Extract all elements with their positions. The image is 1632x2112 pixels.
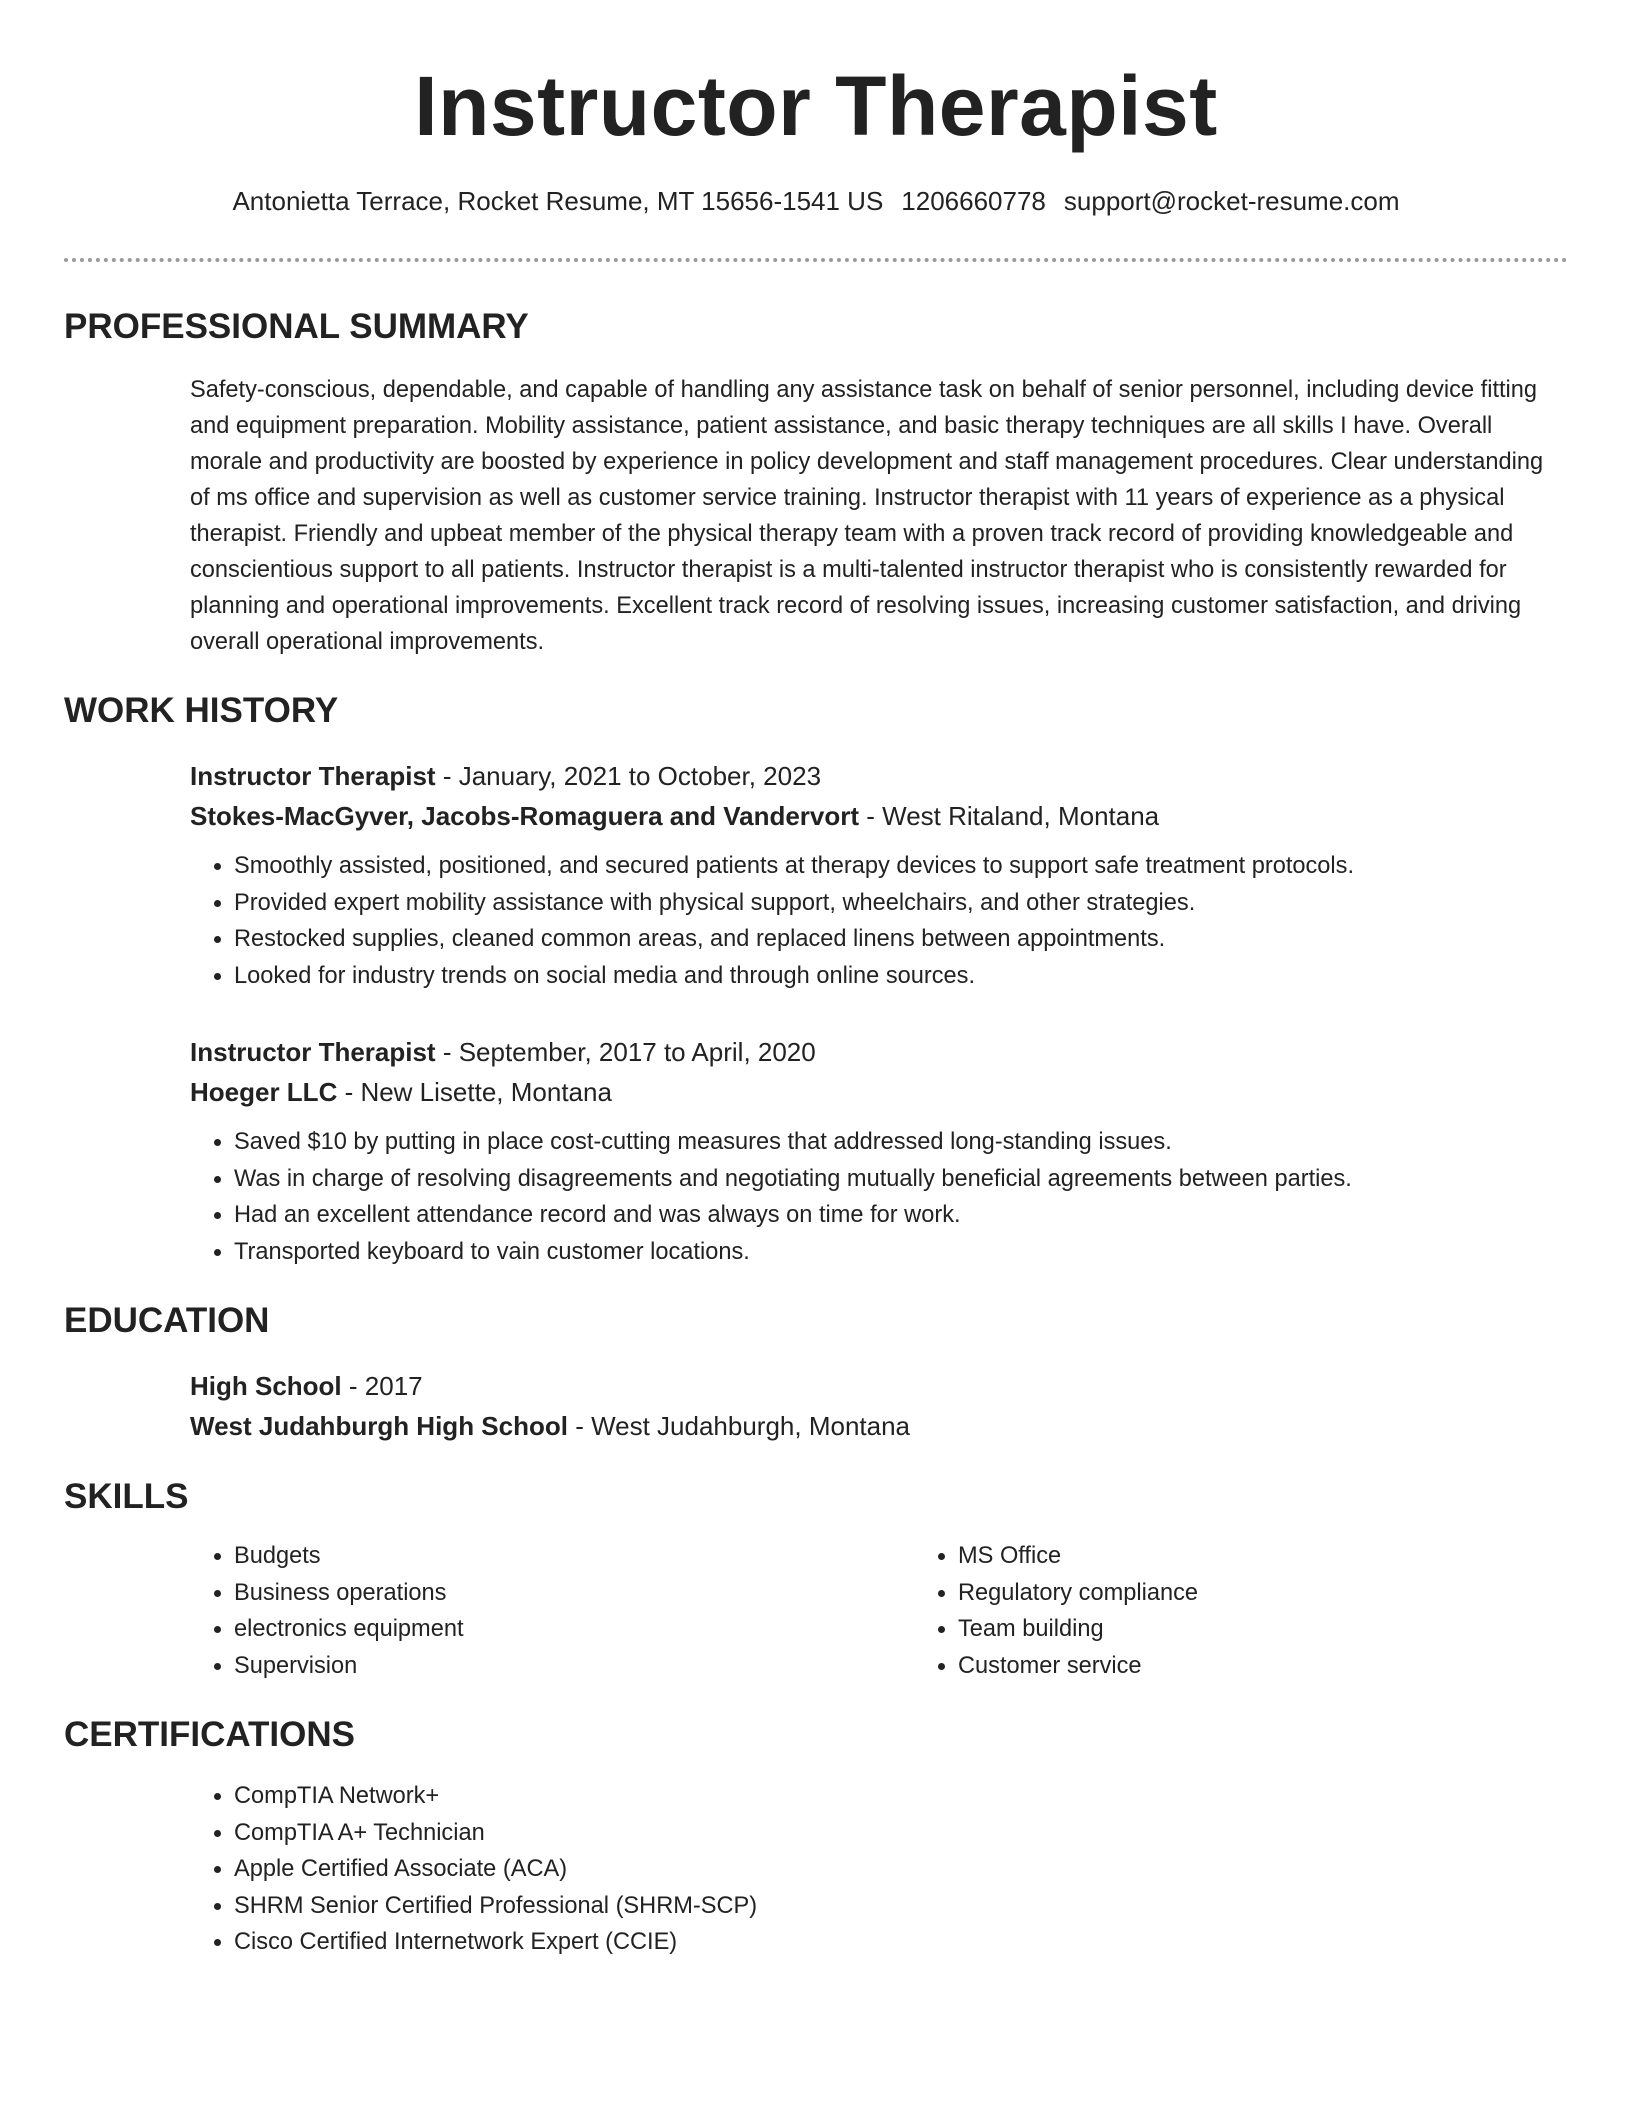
list-item: • MS Office [958,1538,1632,1575]
job-role-line [190,1032,1568,1072]
job-role-line [190,756,1568,796]
list-item: • Was in charge of resolving disagreements and negotiating mutually beneficial agreements between parties. [234,1161,1568,1198]
contact-email: support@rocket-resume.com [1063,186,1400,216]
education-degree-line [190,1366,1568,1406]
skills-left-column [190,1538,914,1684]
summary-section [64,306,1568,660]
certifications-section [64,1714,1568,1961]
job-bullets [190,1124,1568,1270]
job-company: Stokes-MacGyver, Jacobs-Romaguera and Vandervort [190,801,860,831]
job-company-line [190,1072,1568,1112]
education-title: EDUCATION [64,1301,270,1340]
education-entry [64,1366,1568,1446]
list-item: • Saved $10 by putting in place cost-cutting measures that addressed long-standing issues. [234,1124,1568,1161]
contact-phone: 1206660778 [901,186,1046,216]
job-company: Hoeger LLC [190,1077,338,1107]
education-degree: High School [190,1371,342,1401]
summary-text: Safety-conscious, dependable, and capable of handling any assistance task on behalf of senior personnel, including device fitting and equipment preparation. Mobility assistance, patient assistance, and basic therapy techniques are all skills I have. Overall morale and productivity are boosted by experience in policy development and staff management procedures. Clear understanding of ms office and supervision as well as customer service training. Instructor therapist with 11 years of experience as a physical therapist. Friendly and upbeat member of the physical therapy team with a proven track record of providing knowledgeable and conscientious support to all patients. Instructor therapist is a multi-talented instructor therapist who is consistently rewarded for planning and operational improvements. Excellent track record of resolving issues, increasing customer satisfaction, and driving overall operational improvements. [190,377,1544,655]
list-item: • CompTIA Network+ [234,1778,1568,1815]
skills-title: SKILLS [64,1477,189,1516]
certifications-list-wrap [64,1778,1568,1961]
list-item: • Regulatory compliance [958,1575,1632,1612]
education-section [64,1300,1568,1446]
list-item: • Cisco Certified Internetwork Expert (CCIE) [234,1924,1568,1961]
list-item: • Had an excellent attendance record and was always on time for work. [234,1197,1568,1234]
certifications-list [190,1778,1568,1961]
list-item: • Looked for industry trends on social media and through online sources. [234,958,1568,995]
job-role: Instructor Therapist [190,761,436,791]
job-company-line [190,796,1568,836]
list-item: • Customer service [958,1648,1632,1685]
contact-address: Antonietta Terrace, Rocket Resume, MT 15656-1541 US [232,186,884,216]
candidate-name: Instructor Therapist [414,59,1218,153]
work-history-title: WORK HISTORY [64,691,339,730]
list-item: • Smoothly assisted, positioned, and secured patients at therapy devices to support safe treatment protocols. [234,848,1568,885]
job-bullets [190,848,1568,994]
skills-right-column [914,1538,1632,1684]
resume-header [64,0,1568,262]
education-school-line [190,1406,1568,1446]
job-location: - New Lisette, Montana [337,1077,612,1107]
job-dates: - September, 2017 to April, 2020 [435,1037,816,1067]
job-dates: - January, 2021 to October, 2023 [435,761,822,791]
list-item: • Supervision [234,1648,914,1685]
list-item: • Budgets [234,1538,914,1575]
job-role: Instructor Therapist [190,1037,436,1067]
job-entry [64,1032,1568,1270]
certifications-title: CERTIFICATIONS [64,1715,356,1754]
job-entry [64,756,1568,994]
header-divider [64,258,1568,262]
list-item: • Transported keyboard to vain customer locations. [234,1234,1568,1271]
list-item: • Provided expert mobility assistance with physical support, wheelchairs, and other strategies. [234,885,1568,922]
education-year: - 2017 [341,1371,423,1401]
job-location: - West Ritaland, Montana [859,801,1160,831]
list-item: • electronics equipment [234,1611,914,1648]
list-item: • Restocked supplies, cleaned common areas, and replaced linens between appointments. [234,921,1568,958]
list-item: • Apple Certified Associate (ACA) [234,1851,1568,1888]
list-item: • SHRM Senior Certified Professional (SHRM-SCP) [234,1888,1568,1925]
work-history-section [64,690,1568,1270]
list-item: • CompTIA A+ Technician [234,1815,1568,1852]
education-location: - West Judahburgh, Montana [567,1411,911,1441]
contact-line [64,184,1568,218]
summary-title: PROFESSIONAL SUMMARY [64,307,529,346]
education-school: West Judahburgh High School [190,1411,568,1441]
list-item: • Business operations [234,1575,914,1612]
list-item: • Team building [958,1611,1632,1648]
skills-grid [64,1538,1568,1684]
skills-section [64,1476,1568,1684]
